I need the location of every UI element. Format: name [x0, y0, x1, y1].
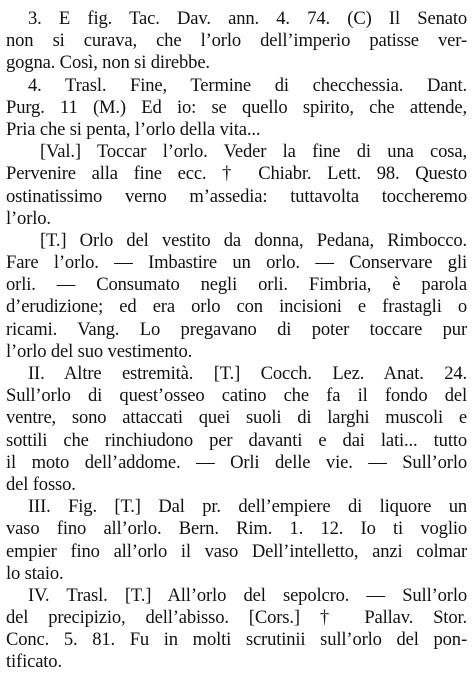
text-line: ventre, sono attaccati quei suoli di larghi muscoli e	[6, 407, 467, 429]
text-line: Pria che si penta, l’orlo della vita...	[6, 118, 261, 140]
text-line: gogna. Così, non si direbbe.	[6, 52, 210, 74]
text-line: ricami. Vang. Lo pregavano di poter toccare pur	[6, 318, 467, 340]
text-line: orli. — Consumato negli orli. Fimbria, è parola	[6, 274, 467, 296]
text-line: lo staio.	[6, 562, 64, 584]
text-line: il moto dell’addome. — Orli delle vie. — Sull’orlo	[6, 451, 467, 473]
text-line: Conc. 5. 81. Fu in molti scrutinii sull’orlo del pon-	[6, 629, 467, 651]
text-line: empier fino all’orlo il vaso Dell’intelletto, anzi colmar	[6, 540, 467, 562]
text-line: d’erudizione; ed era orlo con incisioni e frastagli o	[6, 296, 467, 318]
text-line: l’orlo.	[6, 207, 51, 229]
text-line: 3. E fig. Tac. Dav. ann. 4. 74. (C) Il Senato	[28, 8, 467, 29]
text-line: del fosso.	[6, 473, 76, 495]
text-line: II. Altre estremità. [T.] Cocch. Lez. Anat. 24.	[28, 363, 467, 384]
text-line: vaso fino all’orlo. Bern. Rim. 1. 12. Io ti voglio	[6, 518, 467, 540]
text-line: non si curava, che l’orlo dell’imperio patisse ver-	[6, 30, 467, 52]
text-line: Sull’orlo di quest’osseo catino che fa il fondo del	[6, 385, 467, 407]
text-line: IV. Trasl. [T.] All’orlo del sepolcro. — Sull’orlo	[28, 584, 467, 606]
text-line: Fare l’orlo. — Imbastire un orlo. — Conservare gli	[6, 252, 467, 274]
text-line: del precipizio, dell’abisso. [Cors.] † Pallav. Stor.	[6, 607, 467, 629]
text-line: sottili che rinchiudono per davanti e dai lati... tutto	[6, 429, 467, 451]
text-line: ostinatissimo verno m’assedia: tuttavolta toccheremo	[6, 185, 467, 207]
text-line: Purg. 11 (M.) Ed io: se quello spirito, che attende,	[6, 96, 467, 118]
text-line: tificato.	[6, 651, 62, 673]
text-line: 4. Trasl. Fine, Termine di checchessia. Dant.	[28, 74, 467, 96]
text-line: III. Fig. [T.] Dal pr. dell’empiere di liquore un	[28, 496, 467, 518]
text-line: [T.] Orlo del vestito da donna, Pedana, Rimbocco.	[40, 229, 467, 251]
text-line: [Val.] Toccar l’orlo. Veder la fine di una cosa,	[40, 141, 467, 163]
text-line: Pervenire alla fine ecc. † Chiabr. Lett. 98. Questo	[6, 163, 467, 185]
text-line: l’orlo del suo vestimento.	[6, 340, 193, 362]
